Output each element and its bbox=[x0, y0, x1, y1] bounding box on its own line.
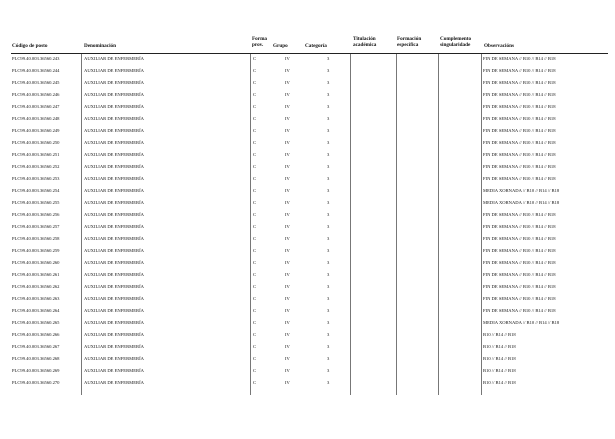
cell-grupo: IV bbox=[285, 68, 290, 73]
table-row bbox=[0, 354, 615, 366]
cell-denominacion: AUXILIAR DE ENFERMERÍA bbox=[84, 152, 144, 157]
header-titulacion-line2: académica bbox=[353, 42, 377, 48]
cell-denominacion: AUXILIAR DE ENFERMERÍA bbox=[84, 92, 144, 97]
cell-forma: C bbox=[253, 320, 257, 325]
cell-denominacion: AUXILIAR DE ENFERMERÍA bbox=[84, 368, 144, 373]
cell-denominacion: AUXILIAR DE ENFERMERÍA bbox=[84, 356, 144, 361]
header-forma-line2: prov. bbox=[252, 42, 264, 48]
cell-categoria: 3 bbox=[327, 56, 330, 61]
cell-forma: C bbox=[253, 164, 257, 169]
cell-categoria: 3 bbox=[327, 248, 330, 253]
cell-categoria: 3 bbox=[327, 308, 330, 313]
header-complemento-line1: Complemento bbox=[440, 36, 472, 42]
cell-forma: C bbox=[253, 56, 257, 61]
cell-codigo: PLC99.40.003.36560.249 bbox=[12, 128, 60, 133]
table-row bbox=[0, 318, 615, 330]
header-complemento bbox=[440, 36, 471, 48]
cell-observacions: FIN DE SEMANA // B10 // B14 // B18 bbox=[483, 284, 556, 289]
cell-observacions: FIN DE SEMANA // B10 // B14 // B18 bbox=[483, 104, 556, 109]
header-titulacion bbox=[353, 36, 376, 48]
table-row bbox=[0, 186, 615, 198]
cell-categoria: 3 bbox=[327, 260, 330, 265]
cell-forma: C bbox=[253, 344, 257, 349]
cell-denominacion: AUXILIAR DE ENFERMERÍA bbox=[84, 176, 144, 181]
cell-observacions: FIN DE SEMANA // B10 // B14 // B18 bbox=[483, 272, 556, 277]
cell-denominacion: AUXILIAR DE ENFERMERÍA bbox=[84, 116, 144, 121]
cell-categoria: 3 bbox=[327, 152, 330, 157]
cell-grupo: IV bbox=[285, 92, 290, 97]
header-titulacion-line1: Titulación bbox=[353, 36, 376, 42]
cell-codigo: PLC99.40.003.36560.253 bbox=[12, 176, 60, 181]
cell-observacions: FIN DE SEMANA // B10 // B14 // B18 bbox=[483, 128, 556, 133]
cell-observacions: FIN DE SEMANA // B10 // B14 // B18 bbox=[483, 260, 556, 265]
cell-categoria: 3 bbox=[327, 92, 330, 97]
cell-forma: C bbox=[253, 332, 257, 337]
cell-denominacion: AUXILIAR DE ENFERMERÍA bbox=[84, 332, 144, 337]
header-observacions: Observacións bbox=[484, 43, 514, 49]
table-row bbox=[0, 330, 615, 342]
cell-denominacion: AUXILIAR DE ENFERMERÍA bbox=[84, 224, 144, 229]
table-row bbox=[0, 270, 615, 282]
cell-forma: C bbox=[253, 272, 257, 277]
cell-categoria: 3 bbox=[327, 224, 330, 229]
cell-categoria: 3 bbox=[327, 104, 330, 109]
cell-forma: C bbox=[253, 92, 257, 97]
cell-grupo: IV bbox=[285, 320, 290, 325]
cell-observacions: FIN DE SEMANA // B10 // B14 // B18 bbox=[483, 152, 556, 157]
table-row bbox=[0, 294, 615, 306]
table-row bbox=[0, 378, 615, 390]
cell-categoria: 3 bbox=[327, 68, 330, 73]
table-row bbox=[0, 258, 615, 270]
header-categoria: Categoría bbox=[305, 43, 327, 49]
table-row bbox=[0, 222, 615, 234]
cell-observacions: B10 // B14 // B18 bbox=[483, 356, 516, 361]
table-row bbox=[0, 306, 615, 318]
table-row bbox=[0, 342, 615, 354]
cell-forma: C bbox=[253, 188, 257, 193]
cell-codigo: PLC99.40.003.36560.250 bbox=[12, 140, 60, 145]
header-forma-line1: Forma bbox=[252, 36, 267, 42]
cell-observacions: MEDIA XORNADA // B10 // B14 // B18 bbox=[483, 320, 560, 325]
cell-grupo: IV bbox=[285, 368, 290, 373]
cell-denominacion: AUXILIAR DE ENFERMERÍA bbox=[84, 68, 144, 73]
cell-codigo: PLC99.40.003.36560.269 bbox=[12, 368, 60, 373]
cell-forma: C bbox=[253, 248, 257, 253]
cell-observacions: FIN DE SEMANA // B10 // B14 // B18 bbox=[483, 176, 556, 181]
cell-observacions: FIN DE SEMANA // B10 // B14 // B18 bbox=[483, 224, 556, 229]
cell-denominacion: AUXILIAR DE ENFERMERÍA bbox=[84, 320, 144, 325]
cell-grupo: IV bbox=[285, 152, 290, 157]
cell-denominacion: AUXILIAR DE ENFERMERÍA bbox=[84, 260, 144, 265]
cell-categoria: 3 bbox=[327, 164, 330, 169]
cell-categoria: 3 bbox=[327, 200, 330, 205]
cell-observacions: FIN DE SEMANA // B10 // B14 // B18 bbox=[483, 140, 556, 145]
cell-grupo: IV bbox=[285, 344, 290, 349]
cell-grupo: IV bbox=[285, 164, 290, 169]
table-row bbox=[0, 198, 615, 210]
cell-codigo: PLC99.40.003.36560.255 bbox=[12, 200, 60, 205]
cell-denominacion: AUXILIAR DE ENFERMERÍA bbox=[84, 200, 144, 205]
cell-forma: C bbox=[253, 152, 257, 157]
cell-denominacion: AUXILIAR DE ENFERMERÍA bbox=[84, 188, 144, 193]
table-row bbox=[0, 102, 615, 114]
cell-categoria: 3 bbox=[327, 140, 330, 145]
header-codigo: Código de posto bbox=[12, 43, 48, 49]
cell-observacions: FIN DE SEMANA // B10 // B14 // B18 bbox=[483, 56, 556, 61]
cell-denominacion: AUXILIAR DE ENFERMERÍA bbox=[84, 140, 144, 145]
cell-forma: C bbox=[253, 368, 257, 373]
cell-forma: C bbox=[253, 80, 257, 85]
cell-codigo: PLC99.40.003.36560.259 bbox=[12, 248, 60, 253]
cell-categoria: 3 bbox=[327, 128, 330, 133]
table-row bbox=[0, 174, 615, 186]
cell-observacions: B10 // B14 // B18 bbox=[483, 344, 516, 349]
cell-categoria: 3 bbox=[327, 296, 330, 301]
cell-codigo: PLC99.40.003.36560.244 bbox=[12, 68, 60, 73]
cell-codigo: PLC99.40.003.36560.265 bbox=[12, 320, 60, 325]
cell-grupo: IV bbox=[285, 116, 290, 121]
cell-grupo: IV bbox=[285, 380, 290, 385]
cell-forma: C bbox=[253, 212, 257, 217]
cell-categoria: 3 bbox=[327, 80, 330, 85]
cell-denominacion: AUXILIAR DE ENFERMERÍA bbox=[84, 380, 144, 385]
cell-grupo: IV bbox=[285, 332, 290, 337]
cell-categoria: 3 bbox=[327, 272, 330, 277]
cell-grupo: IV bbox=[285, 200, 290, 205]
cell-grupo: IV bbox=[285, 104, 290, 109]
header-grupo: Grupo bbox=[273, 43, 288, 49]
header-forma bbox=[252, 36, 267, 48]
cell-observacions: FIN DE SEMANA // B10 // B14 // B18 bbox=[483, 212, 556, 217]
cell-forma: C bbox=[253, 176, 257, 181]
cell-observacions: FIN DE SEMANA // B10 // B14 // B18 bbox=[483, 92, 556, 97]
table-row bbox=[0, 150, 615, 162]
cell-grupo: IV bbox=[285, 308, 290, 313]
cell-forma: C bbox=[253, 116, 257, 121]
cell-categoria: 3 bbox=[327, 344, 330, 349]
cell-forma: C bbox=[253, 356, 257, 361]
cell-codigo: PLC99.40.003.36560.257 bbox=[12, 224, 60, 229]
cell-categoria: 3 bbox=[327, 212, 330, 217]
cell-denominacion: AUXILIAR DE ENFERMERÍA bbox=[84, 128, 144, 133]
cell-denominacion: AUXILIAR DE ENFERMERÍA bbox=[84, 272, 144, 277]
cell-grupo: IV bbox=[285, 80, 290, 85]
cell-observacions: MEDIA XORNADA // B10 // B14 // B18 bbox=[483, 200, 560, 205]
cell-categoria: 3 bbox=[327, 188, 330, 193]
cell-grupo: IV bbox=[285, 260, 290, 265]
table-row bbox=[0, 126, 615, 138]
cell-codigo: PLC99.40.003.36560.243 bbox=[12, 56, 60, 61]
cell-denominacion: AUXILIAR DE ENFERMERÍA bbox=[84, 212, 144, 217]
cell-observacions: FIN DE SEMANA // B10 // B14 // B18 bbox=[483, 236, 556, 241]
cell-denominacion: AUXILIAR DE ENFERMERÍA bbox=[84, 56, 144, 61]
cell-denominacion: AUXILIAR DE ENFERMERÍA bbox=[84, 236, 144, 241]
cell-codigo: PLC99.40.003.36560.266 bbox=[12, 332, 60, 337]
cell-grupo: IV bbox=[285, 128, 290, 133]
cell-codigo: PLC99.40.003.36560.270 bbox=[12, 380, 60, 385]
cell-grupo: IV bbox=[285, 224, 290, 229]
cell-grupo: IV bbox=[285, 140, 290, 145]
cell-grupo: IV bbox=[285, 176, 290, 181]
cell-codigo: PLC99.40.003.36560.258 bbox=[12, 236, 60, 241]
cell-observacions: B10 // B14 // B18 bbox=[483, 332, 516, 337]
cell-codigo: PLC99.40.003.36560.260 bbox=[12, 260, 60, 265]
cell-observacions: FIN DE SEMANA // B10 // B14 // B18 bbox=[483, 248, 556, 253]
cell-denominacion: AUXILIAR DE ENFERMERÍA bbox=[84, 284, 144, 289]
cell-observacions: FIN DE SEMANA // B10 // B14 // B18 bbox=[483, 164, 556, 169]
cell-categoria: 3 bbox=[327, 284, 330, 289]
cell-grupo: IV bbox=[285, 188, 290, 193]
cell-codigo: PLC99.40.003.36560.247 bbox=[12, 104, 60, 109]
cell-codigo: PLC99.40.003.36560.251 bbox=[12, 152, 60, 157]
cell-categoria: 3 bbox=[327, 116, 330, 121]
cell-grupo: IV bbox=[285, 272, 290, 277]
cell-grupo: IV bbox=[285, 56, 290, 61]
cell-denominacion: AUXILIAR DE ENFERMERÍA bbox=[84, 104, 144, 109]
cell-observacions: B10 // B14 // B18 bbox=[483, 380, 516, 385]
table-row bbox=[0, 90, 615, 102]
cell-codigo: PLC99.40.003.36560.245 bbox=[12, 80, 60, 85]
cell-forma: C bbox=[253, 140, 257, 145]
cell-codigo: PLC99.40.003.36560.252 bbox=[12, 164, 60, 169]
cell-forma: C bbox=[253, 308, 257, 313]
table-row bbox=[0, 210, 615, 222]
table-row bbox=[0, 282, 615, 294]
cell-observacions: B10 // B14 // B18 bbox=[483, 368, 516, 373]
cell-denominacion: AUXILIAR DE ENFERMERÍA bbox=[84, 80, 144, 85]
cell-categoria: 3 bbox=[327, 320, 330, 325]
cell-denominacion: AUXILIAR DE ENFERMERÍA bbox=[84, 296, 144, 301]
cell-codigo: PLC99.40.003.36560.267 bbox=[12, 344, 60, 349]
cell-forma: C bbox=[253, 104, 257, 109]
cell-forma: C bbox=[253, 236, 257, 241]
cell-codigo: PLC99.40.003.36560.263 bbox=[12, 296, 60, 301]
cell-categoria: 3 bbox=[327, 368, 330, 373]
cell-categoria: 3 bbox=[327, 380, 330, 385]
cell-grupo: IV bbox=[285, 212, 290, 217]
cell-codigo: PLC99.40.003.36560.254 bbox=[12, 188, 60, 193]
table-row bbox=[0, 138, 615, 150]
cell-denominacion: AUXILIAR DE ENFERMERÍA bbox=[84, 164, 144, 169]
cell-denominacion: AUXILIAR DE ENFERMERÍA bbox=[84, 248, 144, 253]
cell-observacions: FIN DE SEMANA // B10 // B14 // B18 bbox=[483, 68, 556, 73]
cell-codigo: PLC99.40.003.36560.246 bbox=[12, 92, 60, 97]
table-row bbox=[0, 162, 615, 174]
table-row bbox=[0, 366, 615, 378]
cell-forma: C bbox=[253, 224, 257, 229]
cell-forma: C bbox=[253, 128, 257, 133]
cell-forma: C bbox=[253, 260, 257, 265]
table-row bbox=[0, 66, 615, 78]
cell-codigo: PLC99.40.003.36560.268 bbox=[12, 356, 60, 361]
cell-observacions: FIN DE SEMANA // B10 // B14 // B18 bbox=[483, 80, 556, 85]
cell-categoria: 3 bbox=[327, 356, 330, 361]
cell-forma: C bbox=[253, 68, 257, 73]
header-denominacion: Denominación bbox=[84, 43, 116, 49]
table-row bbox=[0, 114, 615, 126]
cell-denominacion: AUXILIAR DE ENFERMERÍA bbox=[84, 344, 144, 349]
cell-categoria: 3 bbox=[327, 176, 330, 181]
cell-grupo: IV bbox=[285, 356, 290, 361]
cell-grupo: IV bbox=[285, 248, 290, 253]
table-row bbox=[0, 78, 615, 90]
cell-forma: C bbox=[253, 200, 257, 205]
table-row bbox=[0, 234, 615, 246]
table-row bbox=[0, 54, 615, 66]
cell-grupo: IV bbox=[285, 284, 290, 289]
cell-grupo: IV bbox=[285, 236, 290, 241]
cell-forma: C bbox=[253, 380, 257, 385]
header-formacion-line2: específica bbox=[397, 42, 419, 48]
cell-forma: C bbox=[253, 284, 257, 289]
header-complemento-line2: singularidade bbox=[440, 42, 471, 48]
cell-codigo: PLC99.40.003.36560.262 bbox=[12, 284, 60, 289]
cell-codigo: PLC99.40.003.36560.264 bbox=[12, 308, 60, 313]
cell-forma: C bbox=[253, 296, 257, 301]
cell-observacions: FIN DE SEMANA // B10 // B14 // B18 bbox=[483, 116, 556, 121]
cell-observacions: FIN DE SEMANA // B10 // B14 // B18 bbox=[483, 296, 556, 301]
cell-codigo: PLC99.40.003.36560.256 bbox=[12, 212, 60, 217]
cell-observacions: FIN DE SEMANA // B10 // B14 // B18 bbox=[483, 308, 556, 313]
header-formacion-line1: Formación bbox=[397, 36, 422, 42]
table-row bbox=[0, 246, 615, 258]
cell-codigo: PLC99.40.003.36560.248 bbox=[12, 116, 60, 121]
cell-codigo: PLC99.40.003.36560.261 bbox=[12, 272, 60, 277]
cell-denominacion: AUXILIAR DE ENFERMERÍA bbox=[84, 308, 144, 313]
cell-categoria: 3 bbox=[327, 332, 330, 337]
cell-categoria: 3 bbox=[327, 236, 330, 241]
cell-grupo: IV bbox=[285, 296, 290, 301]
cell-observacions: MEDIA XORNADA // B10 // B14 // B18 bbox=[483, 188, 560, 193]
header-formacion bbox=[397, 36, 421, 48]
